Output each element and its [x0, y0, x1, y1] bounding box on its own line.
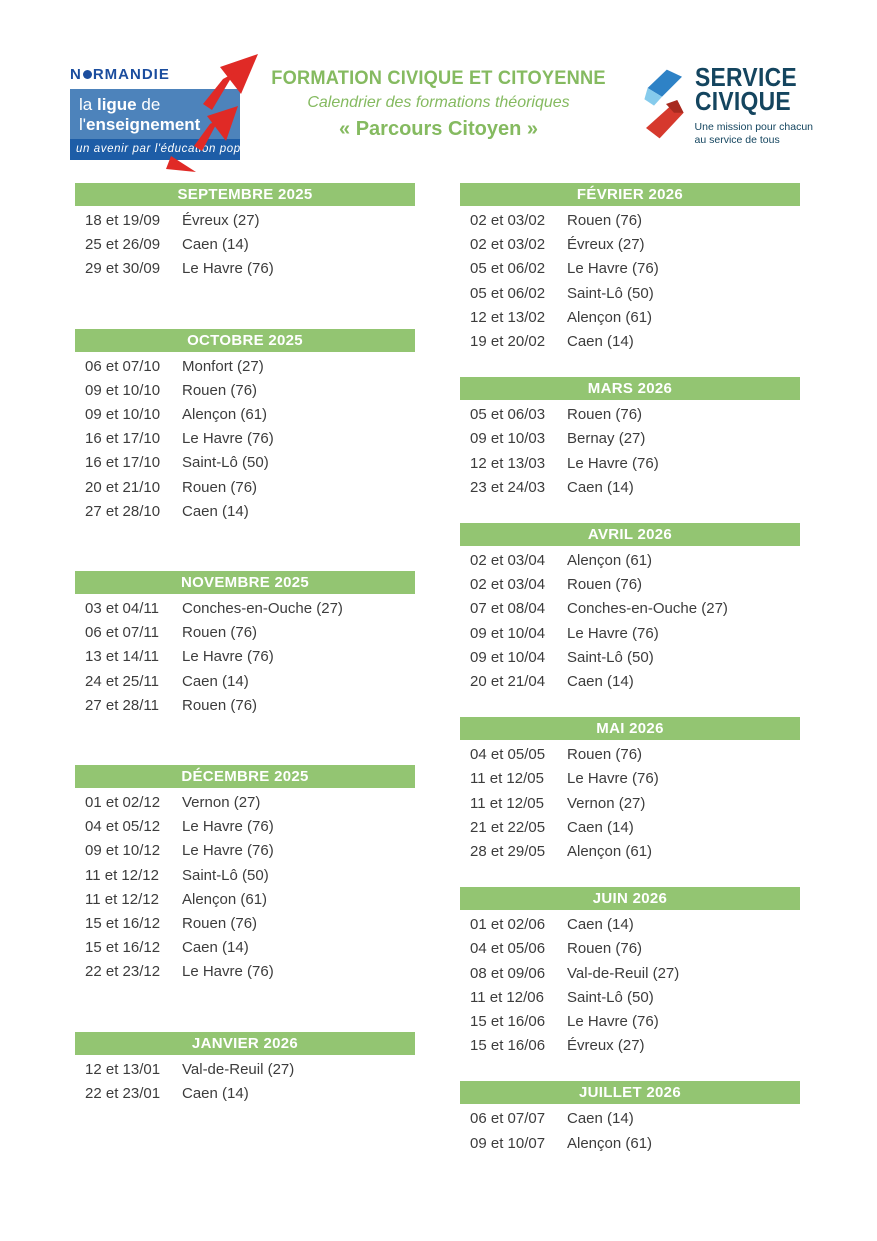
row-dates: 05 et 06/02 — [470, 284, 546, 302]
table-row — [460, 549, 800, 573]
month-rows — [75, 352, 415, 524]
row-city: Le Havre (76) — [567, 1013, 659, 1031]
table-row — [75, 379, 415, 403]
row-city: Rouen (76) — [182, 915, 258, 933]
month-rows — [460, 546, 800, 694]
table-row — [460, 306, 800, 330]
row-dates: 11 et 12/05 — [470, 794, 544, 812]
row-city: Caen (14) — [182, 939, 249, 957]
table-row — [75, 500, 415, 524]
row-city: Caen (14) — [567, 673, 634, 691]
row-city: Rouen (76) — [182, 381, 258, 399]
row-city: Val-de-Reuil (27) — [567, 964, 680, 982]
row-dates: 09 et 10/07 — [470, 1134, 546, 1152]
month-header: JUIN 2026 — [460, 887, 800, 910]
month-header: MAI 2026 — [460, 717, 800, 740]
row-dates: 23 et 24/03 — [470, 478, 546, 496]
row-city: Évreux (27) — [567, 1037, 645, 1055]
table-row — [460, 913, 800, 937]
table-row — [460, 233, 800, 257]
row-city: Le Havre (76) — [182, 430, 274, 448]
table-row — [460, 792, 800, 816]
row-dates: 05 et 06/03 — [470, 406, 546, 424]
row-city: Caen (14) — [182, 502, 249, 520]
row-city: Monfort (27) — [182, 357, 264, 375]
row-dates: 25 et 26/09 — [85, 236, 161, 254]
row-city: Saint-Lô (50) — [182, 866, 269, 884]
month-header: SEPTEMBRE 2025 — [75, 183, 415, 206]
page-subtitle: Calendrier des formations théoriques — [307, 94, 570, 111]
row-dates: 20 et 21/10 — [85, 478, 161, 496]
row-city: Le Havre (76) — [182, 963, 274, 981]
page-title: FORMATION CIVIQUE ET CITOYENNE — [271, 68, 606, 89]
ligue-line1: la ligue de — [79, 95, 161, 114]
row-city: Rouen (76) — [567, 746, 643, 764]
row-dates: 13 et 14/11 — [85, 648, 159, 666]
ligue-tagline: un avenir par l'éducation populaire — [70, 139, 240, 160]
month-table — [460, 887, 800, 1058]
table-row — [460, 937, 800, 961]
row-city: Saint-Lô (50) — [567, 284, 654, 302]
table-row — [75, 621, 415, 645]
table-row — [460, 622, 800, 646]
month-table — [75, 571, 415, 718]
table-row — [75, 476, 415, 500]
row-city: Val-de-Reuil (27) — [182, 1060, 295, 1078]
row-dates: 02 et 03/04 — [470, 552, 546, 570]
row-dates: 09 et 10/04 — [470, 648, 546, 666]
row-city: Caen (14) — [182, 236, 249, 254]
table-row — [75, 1058, 415, 1082]
row-dates: 18 et 19/09 — [85, 212, 161, 229]
row-city: Caen (14) — [567, 916, 634, 934]
row-city: Caen (14) — [182, 672, 249, 690]
row-city: Alençon (61) — [182, 890, 268, 908]
table-row — [460, 670, 800, 694]
month-header: AVRIL 2026 — [460, 523, 800, 546]
row-dates: 01 et 02/06 — [470, 916, 546, 934]
table-row — [75, 257, 415, 281]
row-dates: 06 et 07/11 — [85, 624, 159, 642]
month-table — [460, 183, 800, 354]
row-city: Le Havre (76) — [182, 260, 274, 278]
month-rows — [75, 1055, 415, 1106]
calendar-column-right — [460, 183, 800, 1179]
row-city: Rouen (76) — [182, 696, 258, 714]
month-rows — [460, 1104, 800, 1155]
table-row — [460, 330, 800, 354]
table-row — [460, 282, 800, 306]
calendar-columns — [75, 183, 800, 1179]
table-row — [460, 816, 800, 840]
month-table — [75, 765, 415, 985]
row-city: Évreux (27) — [182, 212, 260, 229]
table-row — [75, 597, 415, 621]
row-dates: 09 et 10/12 — [85, 842, 161, 860]
calendar-column-left — [75, 183, 415, 1179]
month-rows — [460, 910, 800, 1058]
month-table — [75, 183, 415, 282]
row-dates: 02 et 03/04 — [470, 576, 546, 594]
table-row — [75, 864, 415, 888]
row-dates: 19 et 20/02 — [470, 333, 546, 351]
row-city: Évreux (27) — [567, 236, 645, 254]
row-dates: 29 et 30/09 — [85, 260, 161, 278]
ligue-line2: l'enseignement — [79, 114, 201, 134]
service-civique-wordmark: SERVICE CIVIQUE — [694, 62, 797, 116]
table-row — [75, 912, 415, 936]
row-city: Alençon (61) — [567, 308, 653, 326]
table-row — [460, 1107, 800, 1131]
row-dates: 02 et 03/02 — [470, 236, 546, 254]
table-row — [460, 209, 800, 233]
table-row — [460, 476, 800, 500]
row-dates: 07 et 08/04 — [470, 600, 546, 618]
row-city: Caen (14) — [182, 1084, 249, 1102]
row-city: Rouen (76) — [567, 406, 643, 424]
row-dates: 15 et 16/06 — [470, 1013, 546, 1031]
table-row — [75, 403, 415, 427]
table-row — [75, 888, 415, 912]
row-dates: 12 et 13/02 — [470, 308, 546, 326]
row-city: Conches-en-Ouche (27) — [182, 600, 343, 618]
row-city: Alençon (61) — [567, 843, 653, 861]
row-city: Saint-Lô (50) — [567, 988, 654, 1006]
parcours-citoyen-title: « Parcours Citoyen » — [339, 118, 538, 140]
service-civique-text — [694, 62, 813, 148]
row-city: Vernon (27) — [567, 794, 646, 812]
row-city: Caen (14) — [567, 1110, 634, 1128]
row-dates: 22 et 23/01 — [85, 1084, 161, 1102]
row-city: Vernon (27) — [182, 794, 261, 812]
table-row — [460, 743, 800, 767]
table-row — [75, 209, 415, 233]
month-header: MARS 2026 — [460, 377, 800, 400]
row-city: Saint-Lô (50) — [567, 648, 654, 666]
table-row — [75, 960, 415, 984]
row-dates: 24 et 25/11 — [85, 672, 159, 690]
month-rows — [75, 788, 415, 985]
row-dates: 15 et 16/12 — [85, 915, 161, 933]
row-dates: 15 et 16/06 — [470, 1037, 546, 1055]
row-dates: 21 et 22/05 — [470, 818, 546, 836]
row-city: Saint-Lô (50) — [182, 454, 269, 472]
row-dates: 16 et 17/10 — [85, 430, 161, 448]
month-table — [460, 1081, 800, 1155]
table-row — [75, 355, 415, 379]
month-header: JANVIER 2026 — [75, 1032, 415, 1055]
table-row — [460, 986, 800, 1010]
table-row — [460, 403, 800, 427]
month-rows — [75, 594, 415, 718]
row-dates: 04 et 05/12 — [85, 818, 161, 836]
row-dates: 27 et 28/10 — [85, 502, 161, 520]
row-dates: 04 et 05/06 — [470, 940, 546, 958]
month-header: FÉVRIER 2026 — [460, 183, 800, 206]
month-header: OCTOBRE 2025 — [75, 329, 415, 352]
service-civique-tagline: Une mission pour chacun au service de tous — [694, 120, 813, 147]
row-city: Caen (14) — [567, 478, 634, 496]
month-rows — [460, 206, 800, 354]
table-row — [460, 573, 800, 597]
table-row — [75, 670, 415, 694]
table-row — [460, 962, 800, 986]
table-row — [75, 645, 415, 669]
header — [0, 0, 877, 183]
row-dates: 09 et 10/10 — [85, 381, 161, 399]
normandie-n: N — [70, 66, 82, 83]
row-dates: 11 et 12/12 — [85, 890, 159, 908]
row-city: Le Havre (76) — [567, 260, 659, 278]
row-city: Bernay (27) — [567, 430, 646, 448]
month-header: NOVEMBRE 2025 — [75, 571, 415, 594]
row-dates: 09 et 10/10 — [85, 406, 161, 424]
month-header: DÉCEMBRE 2025 — [75, 765, 415, 788]
month-rows — [460, 400, 800, 500]
table-row — [75, 694, 415, 718]
row-city: Caen (14) — [567, 333, 634, 351]
table-row — [460, 1132, 800, 1156]
row-city: Rouen (76) — [567, 576, 643, 594]
table-row — [75, 233, 415, 257]
row-dates: 16 et 17/10 — [85, 454, 161, 472]
month-rows — [460, 740, 800, 864]
month-rows — [75, 206, 415, 282]
table-row — [75, 936, 415, 960]
row-dates: 08 et 09/06 — [470, 964, 546, 982]
row-dates: 05 et 06/02 — [470, 260, 546, 278]
row-dates: 11 et 12/12 — [85, 866, 159, 884]
service-civique-logo — [638, 62, 813, 148]
normandie-rest: RMANDIE — [92, 66, 170, 83]
table-row — [460, 257, 800, 281]
row-city: Rouen (76) — [182, 478, 258, 496]
row-city: Alençon (61) — [567, 1134, 653, 1152]
row-city: Le Havre (76) — [567, 624, 659, 642]
row-dates: 02 et 03/02 — [470, 212, 546, 229]
red-arrows-icon — [128, 52, 260, 174]
month-header: JUILLET 2026 — [460, 1081, 800, 1104]
row-dates: 09 et 10/03 — [470, 430, 546, 448]
row-city: Rouen (76) — [567, 940, 643, 958]
row-city: Rouen (76) — [567, 212, 643, 229]
table-row — [460, 646, 800, 670]
table-row — [75, 839, 415, 863]
row-dates: 12 et 13/03 — [470, 454, 546, 472]
row-dates: 28 et 29/05 — [470, 843, 546, 861]
table-row — [460, 840, 800, 864]
row-dates: 01 et 02/12 — [85, 794, 161, 812]
month-table — [75, 329, 415, 524]
row-dates: 03 et 04/11 — [85, 600, 159, 618]
table-row — [460, 767, 800, 791]
table-row — [460, 1010, 800, 1034]
row-city: Le Havre (76) — [182, 818, 274, 836]
table-row — [460, 452, 800, 476]
row-city: Alençon (61) — [567, 552, 653, 570]
table-row — [460, 1034, 800, 1058]
row-dates: 11 et 12/06 — [470, 988, 544, 1006]
row-dates: 15 et 16/12 — [85, 939, 161, 957]
table-row — [75, 1082, 415, 1106]
row-city: Le Havre (76) — [182, 842, 274, 860]
row-dates: 20 et 21/04 — [470, 673, 546, 691]
service-civique-mark-icon — [638, 66, 686, 142]
row-city: Conches-en-Ouche (27) — [567, 600, 728, 618]
month-table — [75, 1032, 415, 1106]
month-table — [460, 377, 800, 500]
month-table — [460, 523, 800, 694]
row-dates: 09 et 10/04 — [470, 624, 546, 642]
row-dates: 12 et 13/01 — [85, 1060, 161, 1078]
row-dates: 11 et 12/05 — [470, 770, 544, 788]
row-dates: 04 et 05/05 — [470, 746, 546, 764]
row-city: Le Havre (76) — [182, 648, 274, 666]
table-row — [75, 815, 415, 839]
row-city: Le Havre (76) — [567, 770, 659, 788]
row-dates: 06 et 07/07 — [470, 1110, 546, 1128]
row-city: Caen (14) — [567, 818, 634, 836]
month-table — [460, 717, 800, 864]
row-dates: 27 et 28/11 — [85, 696, 159, 714]
table-row — [75, 451, 415, 475]
row-city: Le Havre (76) — [567, 454, 659, 472]
row-city: Rouen (76) — [182, 624, 258, 642]
row-city: Alençon (61) — [182, 406, 268, 424]
row-dates: 22 et 23/12 — [85, 963, 161, 981]
row-dates: 06 et 07/10 — [85, 357, 161, 375]
table-row — [75, 427, 415, 451]
table-row — [75, 791, 415, 815]
table-row — [460, 427, 800, 451]
table-row — [460, 597, 800, 621]
